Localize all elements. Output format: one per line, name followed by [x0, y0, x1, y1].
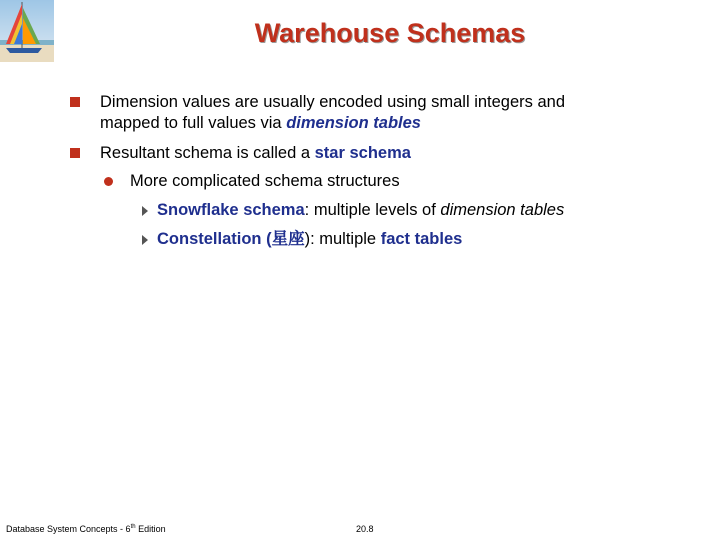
bullet-1-line1: Dimension values are usually encoded using small integers and [100, 93, 566, 111]
snowflake-schema-term: Snowflake schema [157, 201, 305, 219]
triangle-bullet-icon [142, 235, 148, 245]
snowflake-middle: : multiple levels of [304, 201, 441, 219]
bullet-2-prefix: Resultant schema is called a [100, 144, 315, 162]
sailboat-logo-icon [0, 0, 54, 62]
square-bullet-icon [70, 97, 80, 107]
star-schema-emphasis: star schema [314, 144, 411, 162]
bullet-2-text [100, 143, 411, 164]
square-bullet-icon [70, 148, 80, 158]
footer-book-prefix: Database System Concepts - 6 [6, 524, 131, 534]
constellation-line [157, 229, 462, 250]
slide-title: Warehouse Schemas [254, 18, 526, 48]
fact-tables-term: fact tables [380, 230, 463, 248]
bullet-1-line2 [100, 113, 421, 134]
constellation-term: Constellation ( [157, 230, 272, 248]
sub-bullet-text: More complicated schema structures [130, 172, 400, 190]
constellation-middle: ): multiple [304, 230, 381, 248]
triangle-bullet-icon [142, 206, 148, 216]
snowflake-line [157, 200, 564, 221]
round-bullet-icon [104, 177, 113, 186]
page-number: 20.8 [356, 524, 374, 534]
footer-book-title [6, 524, 166, 534]
footer-superscript: th [130, 524, 136, 530]
constellation-cjk: 星座 [271, 230, 305, 248]
snowflake-tail: dimension tables [440, 201, 565, 219]
bullet-1-line2-prefix: mapped to full values via [100, 114, 287, 132]
dimension-tables-emphasis: dimension tables [286, 114, 421, 132]
footer-book-suffix: Edition [135, 524, 166, 534]
